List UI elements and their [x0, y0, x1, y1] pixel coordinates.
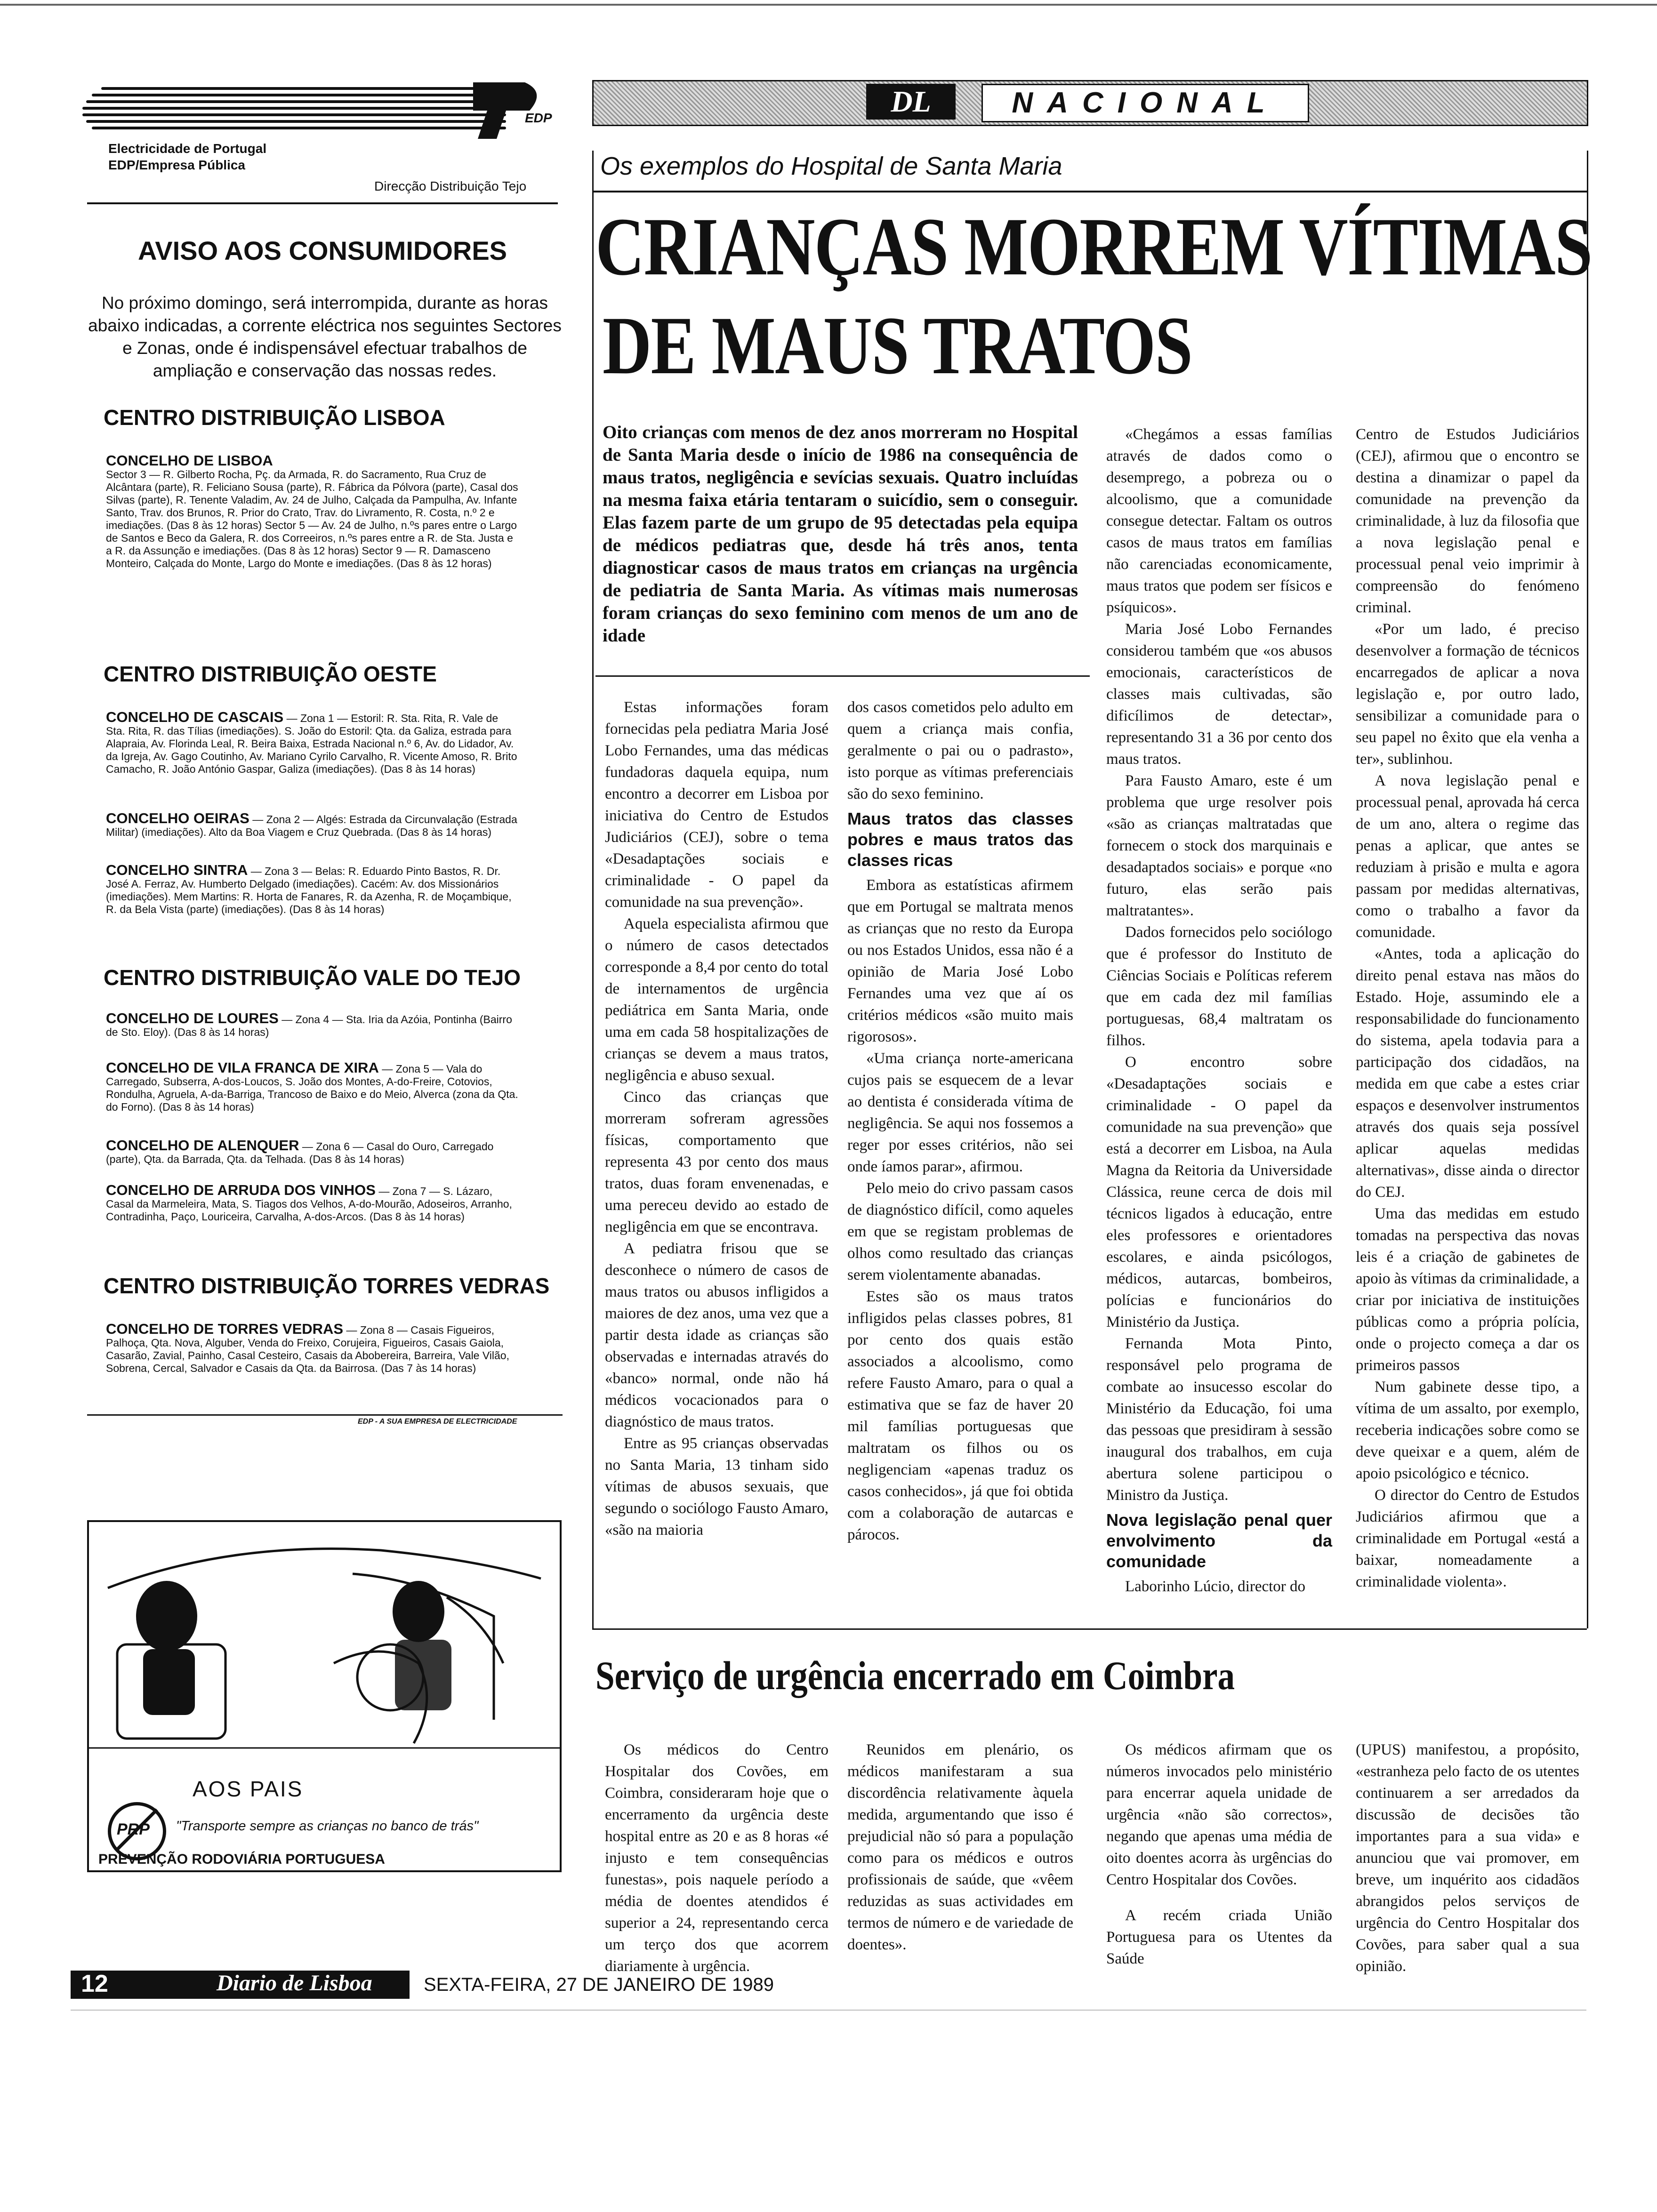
ad-title: AVISO AOS CONSUMIDORES — [137, 236, 507, 265]
headline-line-1: CRIANÇAS MORREM VÍTIMAS — [595, 201, 1592, 293]
concelho-title: CONCELHO DE TORRES VEDRAS — [106, 1321, 344, 1337]
paragraph: Fernanda Mota Pinto, responsável pelo programa de combate ao insucesso escolar do Ministério da Educação, foi uma das pessoas que presidiram à sessão inaugural dos trabalhos, em cuja abertura solene participou o Ministro da Justiça. — [1106, 1335, 1332, 1504]
lead-rule — [595, 675, 1090, 677]
concelho-block — [106, 711, 520, 776]
concelho-text: — Zona 4 — Sta. Iria da Azóia, Pontinha (Bairro de Sto. Eloy). (Das 8 às 14 horas) — [106, 1013, 512, 1038]
concelho-title: CONCELHO DE VILA FRANCA DE XIRA — [106, 1059, 379, 1076]
ad-footer-rule — [87, 1414, 563, 1416]
section-title-text: NACIONAL — [1012, 87, 1279, 119]
prp-quote: "Transporte sempre as crianças no banco de trás" — [176, 1819, 479, 1834]
paragraph: Num gabinete desse tipo, a vítima de um assalto, por exemplo, receberia indicações sobre como se deve queixar e a quem, além de apoio psicológico e técnico. — [1356, 1378, 1579, 1482]
concelho-text: — Zona 6 — Casal do Ouro, Carregado (parte), Qta. da Barrada, Qta. da Telhada. (Das 8 às 14 horas) — [106, 1140, 494, 1165]
article-column-1 — [605, 697, 828, 1541]
section-heading: CENTRO DISTRIBUIÇÃO OESTE — [104, 662, 437, 686]
company-type: EDP/Empresa Pública — [108, 158, 246, 172]
concelho-block — [106, 812, 520, 839]
concelho-block — [106, 864, 520, 916]
prp-org: PREVENÇÃO RODOVIÁRIA PORTUGUESA — [98, 1851, 385, 1867]
concelho-title: CONCELHO SINTRA — [106, 862, 248, 878]
paragraph: Para Fausto Amaro, este é um problema que urge resolver pois «são as crianças maltratadas que fornecem o stock dos marquinais e desadaptados sociais» e porque «no futuro, elas serão pais maltratantes». — [1106, 772, 1332, 919]
paragraph: dos casos cometidos pelo adulto em quem a criança mais confia, geralmente o pai ou o padrasto», isto porque as vítimas preferenciais são do sexo feminino. — [847, 699, 1073, 802]
paragraph: O director do Centro de Estudos Judiciários afirmou que a criminalidade em Portugal «está a baixar, nomeadamente a criminalidade violenta». — [1356, 1487, 1579, 1590]
concelho-text: — Zona 7 — S. Lázaro, Casal da Marmeleira, Mata, S. Tiagos dos Velhos, A-do-Mourão, Adoseiros, Arranho, Contradinha, Paço, Louriceira, Carvalha, A-dos-Arcos. (Das 8 às 14 horas) — [106, 1185, 512, 1223]
concelho-block — [106, 1322, 520, 1375]
paragraph: Estas informações foram fornecidas pela pediatra Maria José Lobo Fernandes, uma das médicas fundadoras daquela equipa, num encontro a decorrer em Lisboa por iniciativa do Centro de Estudos Judiciários (CEJ), sobre o tema «Desadaptações sociais e criminalidade - O papel da comunidade na sua prevenção». — [605, 699, 828, 911]
concelho-title: CONCELHO DE CASCAIS — [106, 709, 284, 725]
footer-rule — [71, 2010, 1586, 2011]
concelho-block — [106, 1012, 520, 1039]
edp-logo — [82, 78, 563, 144]
headline-line-2: DE MAUS TRATOS — [603, 300, 1192, 392]
article2-column-1 — [605, 1739, 828, 1977]
concelho-text: — Zona 8 — Casais Figueiros, Palhoça, Qta. Nova, Alguber, Venda do Freixo, Corujeira, Figueiros, Casais Gaiola, Casarão, Zavial, Painho, Casal Cesteiro, Casais da Abobereira, Barreira, Vale Vilão, Sobrena, Cercal, Salvador e Casais da Qta. da Bairrosa. (Das 7 às 14 horas) — [106, 1324, 509, 1374]
kicker-rule — [592, 191, 1587, 192]
paragraph: Estes são os maus tratos infligidos pelas classes pobres, 81 por cento dos quais estão associados a alcoolismo, como refere Fausto Amaro, para o qual a estimativa que se faz de haver 20 mil famílias portuguesas que maltratam os filhos ou os negligenciam «apenas traduz os casos conhecidos», já que foi obtida com a colaboração de autarcas e párocos. — [847, 1288, 1073, 1543]
section-heading: CENTRO DISTRIBUIÇÃO LISBOA — [104, 405, 445, 430]
prp-title: AOS PAIS — [193, 1777, 304, 1801]
concelho-block — [106, 1139, 520, 1166]
paragraph: Os médicos do Centro Hospitalar dos Covões, em Coimbra, consideraram hoje que o encerramento da urgência deste hospital entre as 20 e as 8 horas «é injusto e tem consequências funestas», pois naquele período a média de doentes atendidos é superior a 24, representando cerca um terço dos que acorrem diariamente à urgência. — [605, 1741, 828, 1975]
concelho-title: CONCELHO DE ARRUDA DOS VINHOS — [106, 1182, 376, 1198]
paragraph: Aquela especialista afirmou que o número de casos detectados corresponde a 8,4 por cento do total de internamentos de urgência pediátrica em Santa Maria, onde uma em cada 58 hospitalizações de crianças se devem a maus tratos, negligência e abuso sexual. — [605, 915, 828, 1084]
page-number: 12 — [81, 1970, 108, 1997]
concelho-text: — Zona 3 — Belas: R. Eduardo Pinto Bastos, R. Dr. José A. Ferraz, Av. Humberto Delgado (imediações). Cacém: Av. dos Missionários (imediações). Mem Martins: R. Horta de Fanares, R. da Azenha, R. de Moçambique, R. da Bela Vista (parte) (imediações). (Das 8 às 14 horas) — [106, 865, 512, 915]
article2-column-3 — [1106, 1739, 1332, 1970]
paragraph: Centro de Estudos Judiciários (CEJ), afirmou que o encontro se destina a dinamizar o papel da comunidade na prevenção da criminalidade, à luz da filosofia que a nova legislação penal e processual penal veio imprimir à compreensão do fenómeno criminal. — [1356, 426, 1579, 616]
paragraph: Cinco das crianças que morreram sofreram agressões físicas, comportamento que representa 43 por cento dos maus tratos, duas foram envenenadas, e uma pereceu devido ao estado de negligência em que se encontrava. — [605, 1089, 828, 1235]
article-column-2 — [847, 697, 1073, 1546]
subheading: Nova legislação penal quer envolvimento da comunidade — [1106, 1510, 1332, 1571]
article-column-3 — [1106, 424, 1332, 1597]
paragraph: Entre as 95 crianças observadas no Santa Maria, 13 tinham sido vítimas de abusos sexuais, que segundo o sociólogo Fausto Amaro, «são na maioria — [605, 1435, 828, 1539]
concelho-title: CONCELHO DE LISBOA — [106, 452, 273, 469]
page-date: SEXTA-FEIRA, 27 DE JANEIRO DE 1989 — [424, 1974, 774, 1995]
prp-advertisement — [87, 1520, 562, 1872]
paragraph: (UPUS) manifestou, a propósito, «estranheza pelo facto de os utentes continuarem a ser arredados da discussão de decisões tão importantes para a sua vida» e anunciou que vai promover, em breve, um inquérito aos cidadãos abrangidos pelos serviços de urgência do Centro Hospitalar dos Covões, para saber qual a sua opinião. — [1356, 1741, 1579, 1975]
subheading: Maus tratos das classes pobres e maus tratos das classes ricas — [847, 809, 1073, 870]
paragraph: O encontro sobre «Desadaptações sociais e criminalidade - O papel da comunidade na sua prevenção» que está a decorrer em Lisboa, na Aula Magna da Reitoria da Universidade Clássica, reune cerca de dois mil técnicos ligados à educação, entre eles professores e orientadores escolares, e ainda psicólogos, médicos, autarcas, bombeiros, polícias e funcionários do Ministério da Justiça. — [1106, 1054, 1332, 1330]
article2-column-4 — [1356, 1739, 1579, 1977]
paragraph: Dados fornecidos pelo sociólogo que é professor do Instituto de Ciências Sociais e Políticas referem que em cada dez mil famílias portuguesas, 68,4 maltratam os filhos. — [1106, 924, 1332, 1049]
paragraph: Reunidos em plenário, os médicos manifestaram a sua discordência relativamente àquela medida, argumentando que isso é prejudicial não só para a população como para os médicos e outros profissionais de saúde, que «vêem reduzidas as suas actividades em termos de número e de variedade de doentes». — [847, 1741, 1073, 1953]
concelho-title: CONCELHO OEIRAS — [106, 810, 249, 826]
concelho-text: — Zona 5 — Vala do Carregado, Subserra, A-dos-Loucos, S. João dos Montes, A-do-Freire, Cotovios, Rondulha, Agruela, A-da-Barriga, Trancoso de Baixo e do Meio, Alverca (zona da Qta. do Forno). (Das 8 às 14 horas) — [106, 1063, 518, 1113]
concelho-text: Sector 3 — R. Gilberto Rocha, Pç. da Armada, R. do Sacramento, Rua Cruz de Alcântara (parte), R. Feliciano Sousa (parte), R. Fábrica da Pólvora (parte), Casal dos Silvas (parte), R. Tenente Valadim, Av. 24 de Julho, Calçada da Pampulha, Av. Infante Santo, Trav. dos Brunos, R. Prior do Crato, Trav. do Livramento, R. Costa, n.º 2 e imediações. (Das 8 às 12 horas) Sector 5 — Av. 24 de Julho, n.ºs pares entre o Largo de Santos e Beco da Galera, R. dos Correeiros, n.ºs pares entre a R. de Sta. Justa e a R. da Assunção e imediações. (Das 8 às 12 horas) Sector 9 — R. Damasceno Monteiro, Calçada do Monte, Largo do Monte e imediações. (Das 8 às 12 horas) — [106, 468, 518, 569]
paragraph: A pediatra frisou que se desconhece o número de casos de maus tratos ou abusos infligidos a maiores de dez anos, uma vez que a partir desta idade as crianças são observadas e internadas através do «banco» normal, onde não há médicos vocacionados para o diagnóstico de maus tratos. — [605, 1240, 828, 1430]
concelho-title: CONCELHO DE LOURES — [106, 1010, 279, 1026]
car-illustration — [89, 1522, 560, 1767]
paragraph: «Por um lado, é preciso desenvolver a formação de técnicos encarregados de aplicar a nova legislação e, por outro lado, sensibilizar a comunidade para o seu papel no êxito que ela venha a ter», sublinhou. — [1356, 621, 1579, 768]
company-name: Electricidade de Portugal — [108, 141, 267, 156]
paragraph: «Uma criança norte-americana cujos pais se esquecem de a levar ao dentista é considerada vítima de negligência. Se aqui nos fossemos a reger por esses critérios, não sei onde íamos parar», afirmou. — [847, 1050, 1073, 1175]
section-heading: CENTRO DISTRIBUIÇÃO TORRES VEDRAS — [104, 1274, 550, 1298]
concelho-text: — Zona 1 — Estoril: R. Sta. Rita, R. Vale de Sta. Rita, R. das Tílias (imediações). S. João do Estoril: Qta. da Galiza, estrada para Alapraia, Av. Florinda Leal, R. Beira Baixa, Estrada Nacional n.º 6, Av. do Lidador, Av. da Igreja, Av. Gago Coutinho, Av. Mariano Cyrilo Carvalho, R. Vicente Amoso, R. Brito Camacho, R. João António Gaspar, Galiza (imediações). (Das 8 às 14 horas) — [106, 712, 517, 775]
paragraph: «Chegámos a essas famílias através de dados como o desemprego, a pobreza ou o alcoolismo, que a comunidade consegue detectar. Faltam os outros casos de maus tratos em famílias não carenciadas economicamente, maus tratos que podem ser físicos e psíquicos». — [1106, 426, 1332, 616]
concelho-block — [106, 1184, 520, 1223]
paragraph: Os médicos afirmam que os números invocados pelo ministério para encerrar aquela unidade de urgência «não são correctos», negando que apenas uma média de oito doentes acorra às urgências do Centro Hospitalar dos Covões. — [1106, 1741, 1332, 1888]
paragraph: A nova legislação penal e processual penal, aprovada há cerca de um ano, altera o regime das penas a aplicar, que antes se reduziam à prisão e multa e agora passam por medidas alternativas, como o trabalho a favor da comunidade. — [1356, 772, 1579, 941]
concelho-block — [106, 1061, 520, 1114]
section-title — [981, 84, 1309, 122]
ad-footer: EDP - A SUA EMPRESA DE ELECTRICIDADE — [358, 1418, 517, 1426]
ad-rule — [87, 202, 558, 204]
paragraph: «Antes, toda a aplicação do direito penal estava nas mãos do Estado. Hoje, assumindo ele a responsabilidade do funcionamento do sistema, apela todavia para a participação dos cidadãos, na medida em que cabe a estes criar espaços e desenvolver instrumentos através dos quais seja possível aplicar aquelas medidas alternativas», disse ainda o director do CEJ. — [1356, 946, 1579, 1201]
dl-logo-text: DL — [891, 85, 931, 118]
article-kicker: Os exemplos do Hospital de Santa Maria — [600, 152, 1062, 180]
paragraph: A recém criada União Portuguesa para os Utentes da Saúde — [1106, 1907, 1332, 1967]
paragraph: Laborinho Lúcio, director do — [1125, 1578, 1306, 1595]
paragraph: Uma das medidas em estudo tomadas na perspectiva das novas leis é a criação de gabinetes de apoio às vítimas da criminalidade, a criar por iniciativa de instituições públicas como a própria polícia, onde o projecto começa a dar os primeiros passos — [1356, 1205, 1579, 1374]
scan-top-edge — [0, 4, 1657, 6]
ad-intro: No próximo domingo, será interrompida, durante as horas abaixo indicadas, a corrente eléctrica nos seguintes Sectores e Zonas, onde é indispensável efectuar trabalhos de ampliação e conservação das nossas redes. — [88, 293, 562, 380]
paragraph: Maria José Lobo Fernandes considerou também que «os abusos emocionais, característicos de classes mais cultivadas, são dificílimos de detectar», representando 31 a 36 por cento dos maus tratos. — [1106, 621, 1332, 768]
edp-logo-text: EDP — [525, 111, 552, 125]
concelho-title: CONCELHO DE ALENQUER — [106, 1137, 299, 1154]
direccao-label: Direcção Distribuição Tejo — [374, 179, 527, 193]
concelho-block — [106, 454, 520, 570]
paragraph: Embora as estatísticas afirmem que em Portugal se maltrata menos as crianças que no resto da Europa ou nos Estados Unidos, essa não é a opinião de Maria José Lobo Fernandes uma vez que aí os critérios médicos «são muito mais rigorosos». — [847, 877, 1073, 1045]
article-bottom-rule — [592, 1628, 1587, 1630]
paper-name: Diario de Lisboa — [217, 1971, 372, 1996]
section-heading: CENTRO DISTRIBUIÇÃO VALE DO TEJO — [104, 965, 521, 990]
prp-logo-text: PRP — [117, 1820, 150, 1838]
article-lead: Oito crianças com menos de dez anos morreram no Hospital de Santa Maria desde o início de 1986 na consequência de maus tratos, negligência e sevícias sexuais. Quatro incluídas na mesma faixa etária tentaram o suicídio, sem o conseguir. Elas fazem parte de um grupo de 95 detectadas pela equipa de médicos pediatras que, desde há três anos, tenta diagnosticar casos de maus tratos em crianças na urgência de pediatria de Santa Maria. As vítimas mais numerosas foram crianças do sexo feminino com menos de um ano de idade — [603, 422, 1078, 646]
article2-column-2 — [847, 1739, 1073, 1956]
article-column-4 — [1356, 424, 1579, 1593]
paragraph: Pelo meio do crivo passam casos de diagnóstico difícil, como aqueles em que se registam problemas de olhos como resultado das crianças serem violentamente abanadas. — [847, 1180, 1073, 1283]
dl-logo — [866, 84, 956, 120]
article2-headline: Serviço de urgência encerrado em Coimbra — [595, 1653, 1235, 1698]
concelho-text: — Zona 2 — Algés: Estrada da Circunvalação (Estrada Militar) (imediações). Alto da Boa Viagem e Cruz Quebrada. (Das 8 às 14 horas) — [106, 813, 517, 838]
